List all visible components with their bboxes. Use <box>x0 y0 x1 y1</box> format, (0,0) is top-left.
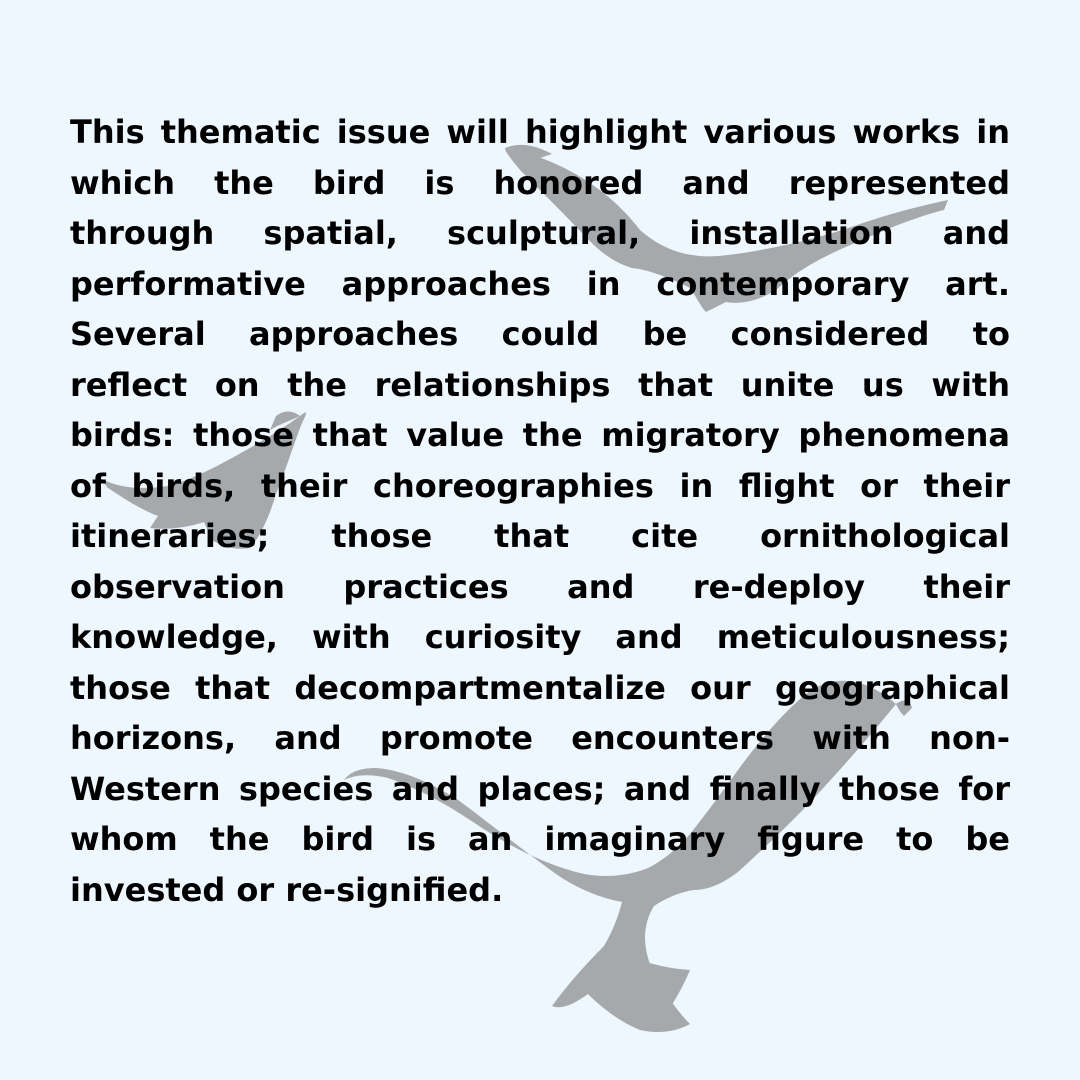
text-line-14: Western species and places; and finally those for <box>70 770 1010 808</box>
text-line-12: those that decompartmentalize our geographical <box>70 669 1010 707</box>
text-line-5: Several approaches could be considered to <box>70 315 1010 353</box>
text-line-4: performative approaches in contemporary art. <box>70 265 1010 303</box>
text-line-16: invested or re-signified. <box>70 871 504 909</box>
text-line-8: of birds, their choreographies in flight or their <box>70 467 1010 505</box>
text-line-13: horizons, and promote encounters with non- <box>70 719 1010 757</box>
text-line-9: itineraries; those that cite ornithological <box>70 517 1010 555</box>
text-line-7: birds: those that value the migratory phenomena <box>70 416 1010 454</box>
text-line-15: whom the bird is an imaginary figure to be <box>70 820 1010 858</box>
text-line-3: through spatial, sculptural, installation and <box>70 214 1010 252</box>
text-line-2: which the bird is honored and represented <box>70 164 1010 202</box>
text-line-10: observation practices and re-deploy their <box>70 568 1010 606</box>
text-line-11: knowledge, with curiosity and meticulousness; <box>70 618 1010 656</box>
text-line-6: reflect on the relationships that unite us with <box>70 366 1010 404</box>
text-line-1: This thematic issue will highlight various works in <box>70 113 1010 151</box>
